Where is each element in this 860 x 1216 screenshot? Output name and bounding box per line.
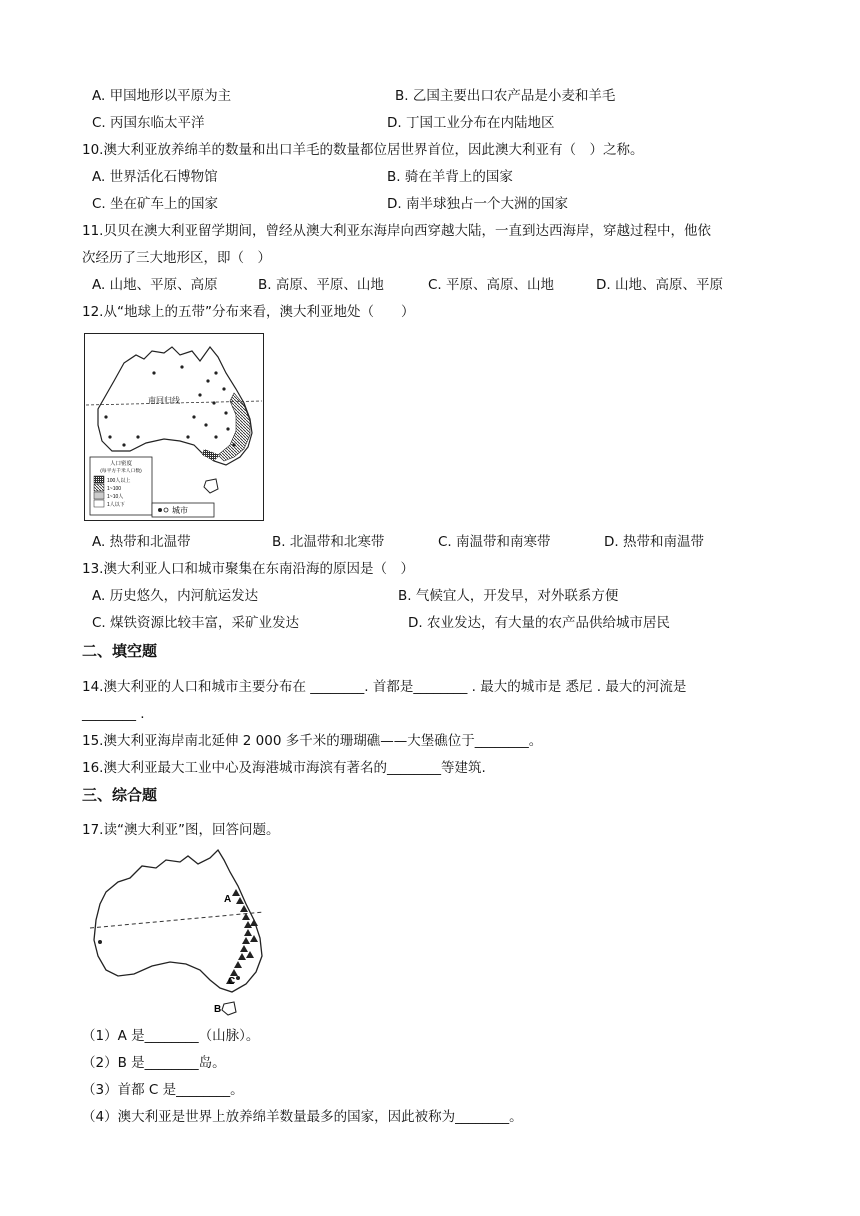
q17-sub-4: （4）澳大利亚是世界上放养绵羊数量最多的国家，因此被称为________。 (82, 1109, 523, 1125)
legend-subtitle: (每平方千米人口数) (100, 469, 142, 474)
q12-stem: 12.从“地球上的五带”分布来看，澳大利亚地处（ ） (82, 304, 415, 320)
legend-item-1: 100人以上 (107, 478, 131, 484)
q17-sub-1: （1）A 是________（山脉）。 (82, 1028, 260, 1044)
map-label-b: B (214, 1004, 222, 1015)
q10-option-b: B. 骑在羊背上的国家 (387, 169, 513, 185)
population-density-map (84, 333, 264, 521)
q9-option-d: D. 丁国工业分布在内陆地区 (387, 115, 555, 131)
legend-item-2: 1~100 (107, 486, 122, 492)
q13-option-b: B. 气候宜人，开发早，对外联系方便 (398, 588, 619, 604)
q16-text: 16.澳大利亚最大工业中心及海港城市海滨有著名的________等建筑. (82, 760, 486, 776)
q12-option-d: D. 热带和南温带 (604, 534, 704, 550)
q11-option-a: A. 山地、平原、高原 (92, 277, 218, 293)
q11-stem-line2: 次经历了三大地形区，即（ ） (82, 250, 271, 266)
q10-option-a: A. 世界活化石博物馆 (92, 169, 218, 185)
section-3-title: 三、综合题 (82, 786, 158, 804)
q10-stem: 10.澳大利亚放养绵羊的数量和出口羊毛的数量都位居世界首位，因此澳大利亚有（ ）之称。 (82, 142, 644, 158)
q9-option-a: A. 甲国地形以平原为主 (92, 88, 232, 104)
q11-option-d: D. 山地、高原、平原 (596, 277, 723, 293)
q11-stem-line1: 11.贝贝在澳大利亚留学期间，曾经从澳大利亚东海岸向西穿越大陆，一直到达西海岸，穿越过程中，他依 (82, 223, 711, 239)
q13-stem: 13.澳大利亚人口和城市聚集在东南沿海的原因是（ ） (82, 561, 414, 577)
q12-option-b: B. 北温带和北寒带 (272, 534, 385, 550)
city-legend-label: 城市 (172, 506, 188, 515)
q10-option-d: D. 南半球独占一个大洲的国家 (387, 196, 568, 212)
q9-option-c: C. 丙国东临太平洋 (92, 115, 205, 131)
tropic-label: 南回归线 (148, 396, 180, 405)
q12-option-a: A. 热带和北温带 (92, 534, 191, 550)
legend-title: 人口密度 (109, 461, 133, 467)
australia-map (84, 846, 284, 1016)
map-label-c: C (228, 976, 236, 987)
q14-line1: 14.澳大利亚的人口和城市主要分布在 ________. 首都是________ . 最大的城市是 悉尼 . 最大的河流是 (82, 679, 687, 695)
q17-sub-3: （3）首都 C 是________。 (82, 1082, 244, 1098)
section-2-title: 二、填空题 (82, 642, 158, 660)
q17-stem: 17.读“澳大利亚”图，回答问题。 (82, 822, 280, 838)
q13-option-d: D. 农业发达，有大量的农产品供给城市居民 (408, 615, 670, 631)
q17-sub-2: （2）B 是________岛。 (82, 1055, 226, 1071)
q10-option-c: C. 坐在矿车上的国家 (92, 196, 219, 212)
legend-item-4: 1人以下 (107, 502, 125, 508)
q9-option-b: B. 乙国主要出口农产品是小麦和羊毛 (395, 88, 616, 104)
q12-option-c: C. 南温带和南寒带 (438, 534, 551, 550)
legend-item-3: 1~10人 (107, 494, 124, 500)
q14-line2: ________ . (82, 706, 145, 722)
map-label-a: A (224, 894, 232, 905)
q15-text: 15.澳大利亚海岸南北延伸 2 000 多千米的珊瑚礁——大堡礁位于________。 (82, 733, 543, 749)
q11-option-b: B. 高原、平原、山地 (258, 277, 384, 293)
q13-option-c: C. 煤铁资源比较丰富，采矿业发达 (92, 615, 300, 631)
q11-option-c: C. 平原、高原、山地 (428, 277, 555, 293)
q13-option-a: A. 历史悠久，内河航运发达 (92, 588, 259, 604)
